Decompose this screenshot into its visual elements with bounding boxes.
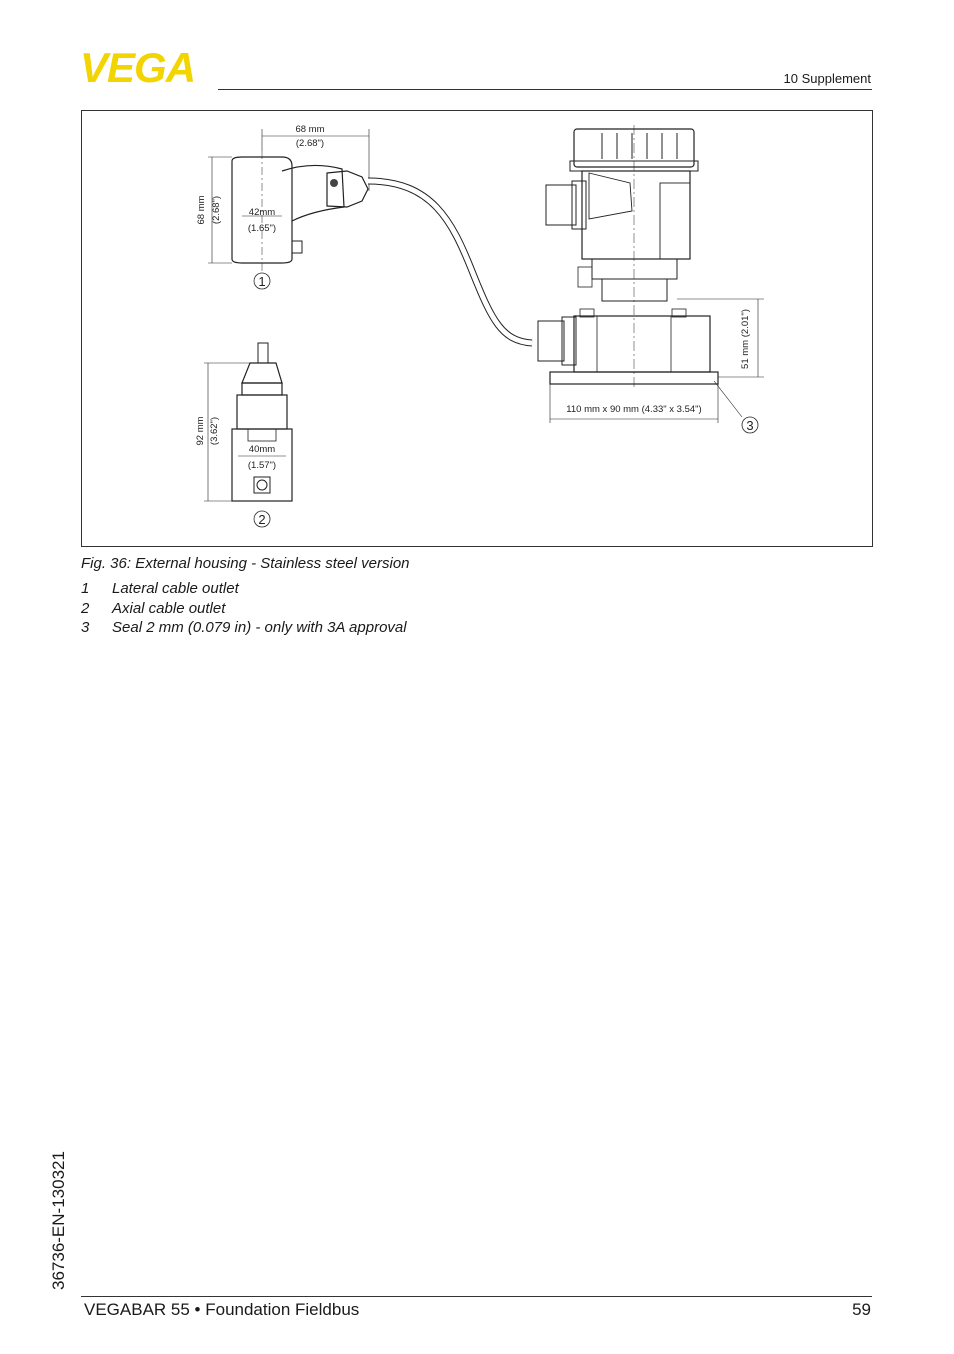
technical-drawing — [82, 111, 872, 546]
marker-2: 2 — [258, 512, 266, 527]
document-id: 36736-EN-130321 — [49, 1151, 68, 1290]
axial-dia-label: 40mm — [248, 444, 276, 455]
legend-number: 1 — [81, 580, 90, 597]
lateral-height-label: 68 mm — [196, 195, 207, 225]
footer-title: VEGABAR 55 • Foundation Fieldbus — [84, 1300, 360, 1319]
legend-text: Seal 2 mm (0.079 in) - only with 3A approval — [112, 619, 407, 636]
legend-item — [81, 619, 407, 639]
page-number: 59 — [852, 1300, 871, 1319]
lateral-width-inch-label: (2.68") — [295, 138, 325, 149]
connecting-cable — [368, 181, 532, 343]
lateral-dia-label: 42mm — [248, 207, 276, 218]
axial-dia-inch-label: (1.57") — [247, 460, 277, 471]
legend-number: 2 — [81, 599, 90, 617]
legend-number: 3 — [81, 619, 90, 636]
legend-item — [81, 600, 407, 620]
legend-text: Lateral cable outlet — [112, 580, 239, 597]
lateral-width-label: 68 mm — [295, 124, 325, 135]
footer-rule — [81, 1296, 872, 1297]
section-title: 10 Supplement — [783, 71, 871, 86]
base-size-label: 110 mm x 90 mm (4.33" x 3.54") — [566, 404, 702, 415]
axial-height-inch-label: (3.62") — [209, 416, 220, 446]
lateral-height-inch-label: (2.68") — [211, 195, 222, 225]
figure-caption: Fig. 36: External housing - Stainless steel version — [81, 555, 410, 572]
axial-height-label: 92 mm — [195, 416, 206, 446]
legend-text: Axial cable outlet — [112, 599, 226, 617]
marker-1: 1 — [258, 274, 266, 289]
figure-frame — [81, 110, 873, 547]
base-height-label: 51 mm (2.01") — [740, 309, 751, 369]
vega-logo — [80, 50, 215, 84]
logo-text: VEGA — [80, 50, 196, 84]
figure-legend — [81, 580, 407, 639]
lateral-dia-inch-label: (1.65") — [247, 223, 277, 234]
marker-3: 3 — [746, 418, 754, 433]
main-housing-drawing — [538, 125, 764, 423]
lateral-outlet-drawing — [208, 129, 369, 271]
legend-item — [81, 580, 407, 600]
header-rule — [218, 89, 872, 90]
